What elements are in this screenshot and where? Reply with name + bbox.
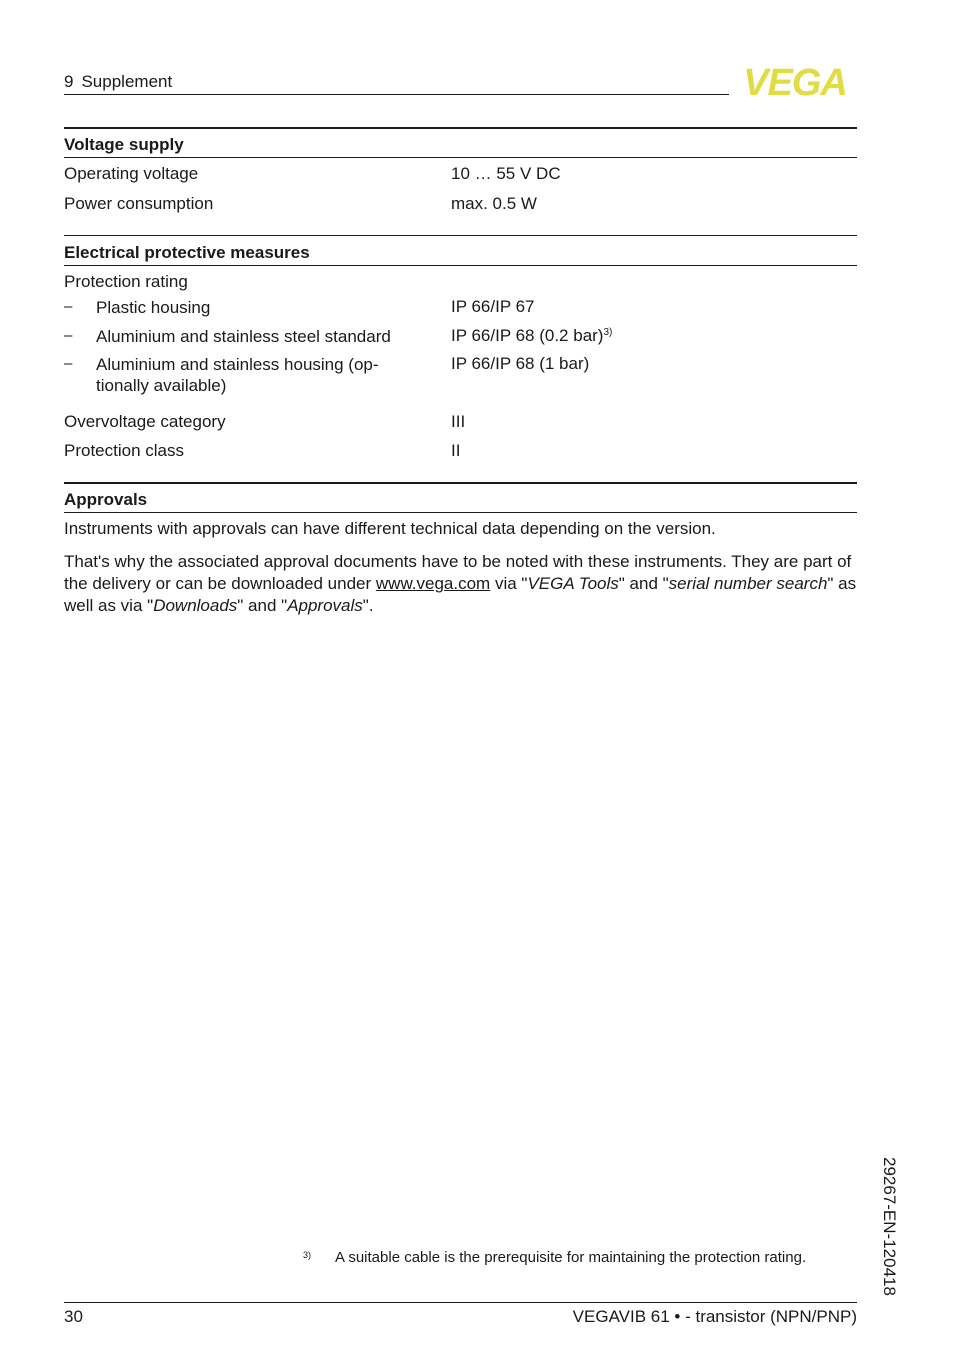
sub-label-plastic-housing: Plastic housing (96, 298, 211, 317)
section-rule-top (64, 482, 857, 484)
row-label-protection-rating: Protection rating (64, 272, 188, 291)
text-run: That's why the associated approval documents have to be noted with these instruments. They are part of the delivery or can be downloaded under (64, 552, 852, 593)
section-title-electrical: Electrical protective measures (64, 243, 310, 262)
document-code-text: 29267-EN-120418 (880, 1157, 899, 1296)
logo-text: VEGA (743, 64, 847, 98)
section-rule-top (64, 127, 857, 129)
footer-rule (64, 1302, 857, 1303)
italic-run: VEGA Tools (527, 574, 619, 593)
chapter-title: Supplement (81, 72, 173, 91)
text-run: " and " (618, 574, 669, 593)
vega-logo (733, 64, 858, 98)
approvals-paragraph-2 (64, 551, 857, 617)
section-rule-bottom (64, 512, 857, 513)
sub-value-plastic-housing: IP 66/IP 67 (451, 297, 535, 316)
row-label-protection-class: Protection class (64, 441, 184, 460)
chapter-number: 9 (64, 72, 74, 91)
value-text: IP 66/IP 68 (0.2 bar) (451, 326, 604, 345)
text-run: via " (490, 574, 528, 593)
section-title-voltage-supply: Voltage supply (64, 135, 184, 154)
footnote-ref: 3) (603, 327, 613, 338)
sub-value-aluminium-steel-standard (451, 326, 612, 346)
footnote-mark: 3) (303, 1250, 312, 1260)
document-code-vertical (862, 1157, 902, 1307)
section-rule-bottom (64, 157, 857, 158)
section-rule-bottom (64, 265, 857, 266)
approvals-paragraph-1: Instruments with approvals can have different technical data depending on the version. (64, 519, 716, 538)
list-dash: – (64, 355, 73, 372)
section-title-approvals: Approvals (64, 490, 148, 509)
sub-value-aluminium-stainless-housing: IP 66/IP 68 (1 bar) (451, 354, 590, 373)
row-value-overvoltage-category: III (451, 412, 466, 431)
italic-run: serial number search (668, 574, 828, 593)
text-run: " and " (237, 596, 288, 615)
running-header (64, 72, 172, 92)
row-label-operating-voltage: Operating voltage (64, 164, 199, 183)
list-dash: – (64, 298, 73, 315)
italic-run: Approvals (287, 596, 363, 615)
page-number: 30 (64, 1307, 83, 1326)
section-rule-top (64, 235, 857, 236)
row-label-power-consumption: Power consumption (64, 194, 214, 213)
row-value-protection-class: II (451, 441, 461, 460)
row-label-overvoltage-category: Overvoltage category (64, 412, 226, 431)
text-run: ". (362, 596, 374, 615)
sub-label-aluminium-stainless-housing (96, 354, 426, 396)
header-rule (64, 94, 729, 95)
row-value-operating-voltage: 10 … 55 V DC (451, 164, 561, 183)
label-line-1: Aluminium and stainless housing (op- (96, 355, 379, 374)
italic-run: Downloads (153, 596, 238, 615)
label-line-2: tionally available) (96, 376, 227, 395)
list-dash: – (64, 327, 73, 344)
vega-website-link[interactable]: www.vega.com (375, 574, 491, 593)
sub-label-aluminium-steel-standard: Aluminium and stainless steel standard (96, 327, 391, 346)
text-run: " as well as via " (64, 574, 857, 615)
footnote-text: A suitable cable is the prerequisite for maintaining the protection rating. (335, 1249, 807, 1266)
row-value-power-consumption: max. 0.5 W (451, 194, 537, 213)
footer-doc-title: VEGAVIB 61 • - transistor (NPN/PNP) (572, 1307, 857, 1326)
